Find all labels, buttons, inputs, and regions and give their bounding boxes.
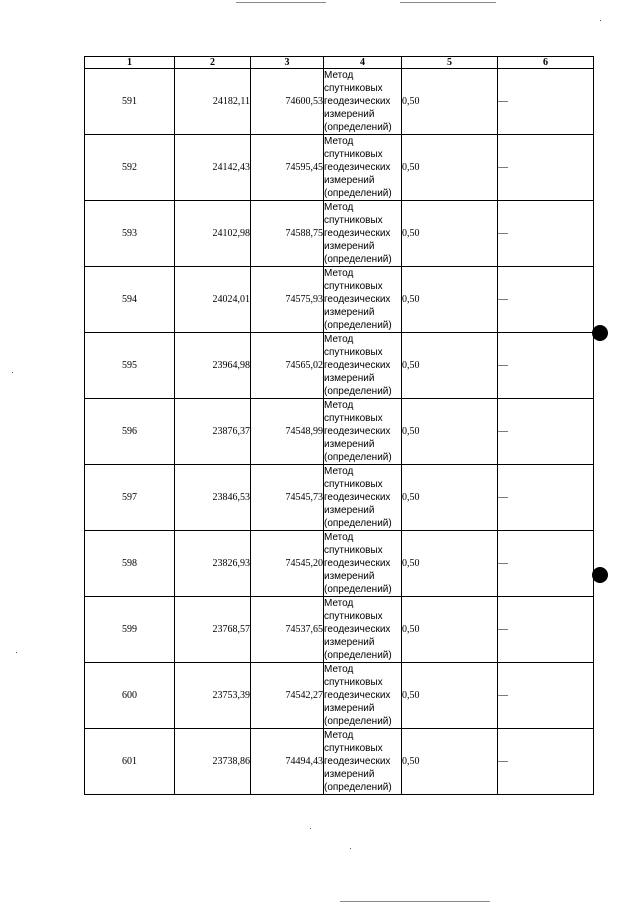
scan-artifact-bottom — [340, 901, 490, 902]
x-coordinate-cell: 24102,98 — [175, 201, 251, 267]
table-row — [85, 663, 594, 729]
scan-speck — [12, 372, 13, 373]
accuracy-cell: 0,50 — [402, 333, 498, 399]
column-header-3: 3 — [251, 57, 324, 69]
accuracy-cell: 0,50 — [402, 267, 498, 333]
y-coordinate-cell: 74542,27 — [251, 663, 324, 729]
point-number-cell: 600 — [85, 663, 175, 729]
description-cell: — — [498, 597, 594, 663]
y-coordinate-cell: 74545,20 — [251, 531, 324, 597]
y-coordinate-cell: 74575,93 — [251, 267, 324, 333]
accuracy-cell: 0,50 — [402, 399, 498, 465]
x-coordinate-cell: 24024,01 — [175, 267, 251, 333]
point-number-cell: 596 — [85, 399, 175, 465]
accuracy-cell: 0,50 — [402, 663, 498, 729]
scan-speck — [350, 848, 351, 849]
accuracy-cell: 0,50 — [402, 69, 498, 135]
table-row — [85, 465, 594, 531]
description-cell: — — [498, 201, 594, 267]
column-header-2: 2 — [175, 57, 251, 69]
accuracy-cell: 0,50 — [402, 135, 498, 201]
column-header-5: 5 — [402, 57, 498, 69]
accuracy-cell: 0,50 — [402, 201, 498, 267]
point-number-cell: 599 — [85, 597, 175, 663]
table-row — [85, 69, 594, 135]
x-coordinate-cell: 23846,53 — [175, 465, 251, 531]
scan-artifact-top — [236, 2, 326, 3]
punch-hole-mark — [592, 325, 608, 341]
point-number-cell: 597 — [85, 465, 175, 531]
point-number-cell: 598 — [85, 531, 175, 597]
table-row — [85, 531, 594, 597]
accuracy-cell: 0,50 — [402, 465, 498, 531]
table-row — [85, 135, 594, 201]
description-cell: — — [498, 69, 594, 135]
y-coordinate-cell: 74548,99 — [251, 399, 324, 465]
x-coordinate-cell: 24142,43 — [175, 135, 251, 201]
table-header-row — [85, 57, 594, 69]
table-row — [85, 333, 594, 399]
x-coordinate-cell: 23964,98 — [175, 333, 251, 399]
y-coordinate-cell: 74595,45 — [251, 135, 324, 201]
column-header-1: 1 — [85, 57, 175, 69]
method-cell: Метод спутниковых геодезических измерений (определений) — [324, 531, 402, 597]
point-number-cell: 594 — [85, 267, 175, 333]
method-cell: Метод спутниковых геодезических измерений (определений) — [324, 729, 402, 795]
method-cell: Метод спутниковых геодезических измерений (определений) — [324, 597, 402, 663]
x-coordinate-cell: 23738,86 — [175, 729, 251, 795]
description-cell: — — [498, 267, 594, 333]
y-coordinate-cell: 74565,02 — [251, 333, 324, 399]
x-coordinate-cell: 23768,57 — [175, 597, 251, 663]
scan-speck — [16, 652, 17, 653]
description-cell: — — [498, 531, 594, 597]
scan-speck — [600, 20, 601, 21]
table-row — [85, 597, 594, 663]
method-cell: Метод спутниковых геодезических измерений (определений) — [324, 399, 402, 465]
scan-speck — [310, 828, 311, 829]
method-cell: Метод спутниковых геодезических измерений (определений) — [324, 135, 402, 201]
table-row — [85, 399, 594, 465]
punch-hole-mark — [592, 567, 608, 583]
table-body — [85, 69, 594, 795]
method-cell: Метод спутниковых геодезических измерений (определений) — [324, 201, 402, 267]
x-coordinate-cell: 23753,39 — [175, 663, 251, 729]
description-cell: — — [498, 135, 594, 201]
point-number-cell: 593 — [85, 201, 175, 267]
description-cell: — — [498, 663, 594, 729]
point-number-cell: 592 — [85, 135, 175, 201]
accuracy-cell: 0,50 — [402, 597, 498, 663]
scan-artifact-top — [400, 2, 496, 3]
x-coordinate-cell: 24182,11 — [175, 69, 251, 135]
y-coordinate-cell: 74588,75 — [251, 201, 324, 267]
description-cell: — — [498, 729, 594, 795]
description-cell: — — [498, 333, 594, 399]
coordinates-table — [84, 56, 594, 795]
y-coordinate-cell: 74600,53 — [251, 69, 324, 135]
point-number-cell: 591 — [85, 69, 175, 135]
y-coordinate-cell: 74537,65 — [251, 597, 324, 663]
method-cell: Метод спутниковых геодезических измерений (определений) — [324, 333, 402, 399]
y-coordinate-cell: 74494,43 — [251, 729, 324, 795]
table-row — [85, 729, 594, 795]
method-cell: Метод спутниковых геодезических измерений (определений) — [324, 465, 402, 531]
table-row — [85, 201, 594, 267]
y-coordinate-cell: 74545,73 — [251, 465, 324, 531]
method-cell: Метод спутниковых геодезических измерений (определений) — [324, 663, 402, 729]
table-row — [85, 267, 594, 333]
method-cell: Метод спутниковых геодезических измерений (определений) — [324, 69, 402, 135]
point-number-cell: 595 — [85, 333, 175, 399]
x-coordinate-cell: 23876,37 — [175, 399, 251, 465]
method-cell: Метод спутниковых геодезических измерений (определений) — [324, 267, 402, 333]
point-number-cell: 601 — [85, 729, 175, 795]
column-header-6: 6 — [498, 57, 594, 69]
column-header-4: 4 — [324, 57, 402, 69]
accuracy-cell: 0,50 — [402, 729, 498, 795]
accuracy-cell: 0,50 — [402, 531, 498, 597]
description-cell: — — [498, 465, 594, 531]
x-coordinate-cell: 23826,93 — [175, 531, 251, 597]
description-cell: — — [498, 399, 594, 465]
